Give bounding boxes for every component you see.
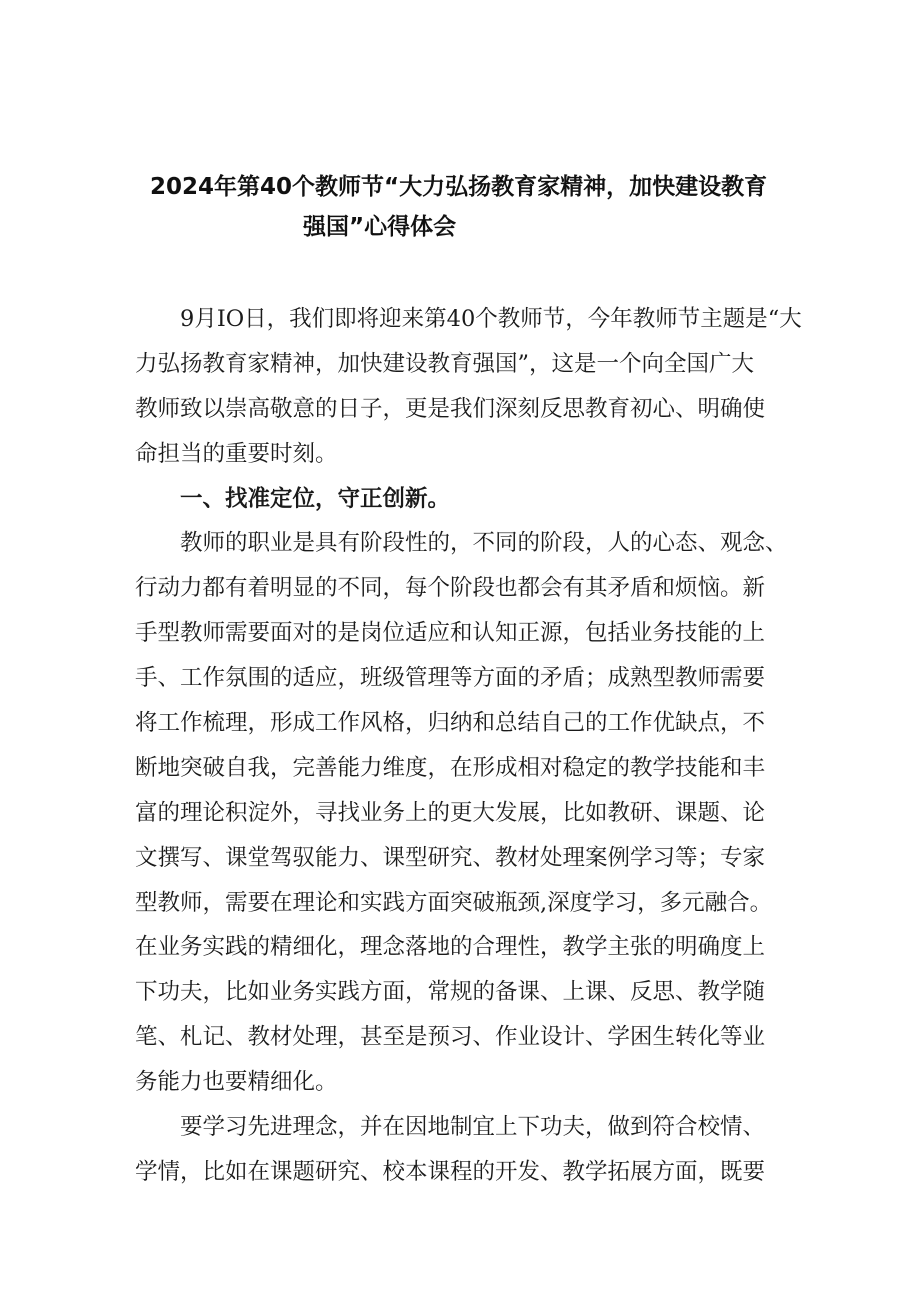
text-line: 命担当的重要时刻。 [135, 440, 338, 467]
text-line: 断地突破自我，完善能力维度，在形成相对稳定的教学技能和丰 [135, 754, 766, 781]
text-line: 富的理论积淀外，寻找业务上的更大发展，比如教研、课题、论 [135, 799, 766, 826]
title-line-2: 强国”心得体会 [303, 214, 457, 240]
text-line: 下功夫，比如业务实践方面，常规的备课、上课、反思、教学随 [135, 979, 766, 1006]
text-line: 教师致以崇高敬意的日子，更是我们深刻反思教育初心、明确使 [135, 395, 766, 422]
section-heading: 一、找准定位，守正创新。 [180, 485, 451, 512]
text-line: 教师的职业是具有阶段性的，不同的阶段，人的心态、观念、 [180, 530, 788, 557]
text-line: 学情，比如在课题研究、校本课程的开发、教学拓展方面，既要 [135, 1158, 766, 1185]
text-line: 笔、札记、教材处理，甚至是预习、作业设计、学困生转化等业 [135, 1024, 766, 1051]
text-line: 务能力也要精细化。 [135, 1069, 338, 1096]
text-line: 将工作梳理，形成工作风格，归纳和总结自己的工作优缺点，不 [135, 710, 766, 737]
text-line: 行动力都有着明显的不同，每个阶段也都会有其矛盾和烦恼。新 [135, 575, 766, 602]
document-title [150, 167, 830, 247]
document-body [135, 297, 802, 1195]
text-line: 在业务实践的精细化，理念落地的合理性，教学主张的明确度上 [135, 934, 766, 961]
text-line: 手、工作氛围的适应，班级管理等方面的矛盾；成熟型教师需要 [135, 665, 766, 692]
text-line: 文撰写、课堂驾驭能力、课型研究、教材处理案例学习等；专家 [135, 844, 766, 871]
text-line: 型教师，需要在理论和实践方面突破瓶颈,深度学习，多元融合。 [135, 889, 773, 916]
text-line: 9月IO日，我们即将迎来第40个教师节，今年教师节主题是“大 [180, 306, 802, 332]
text-line: 力弘扬教育家精神，加快建设教育强国”，这是一个向全国广大 [135, 350, 755, 377]
text-line: 手型教师需要面对的是岗位适应和认知正源，包括业务技能的上 [135, 620, 766, 647]
title-line-1: 2024年第40个教师节“大力弘扬教育家精神，加快建设教育 [150, 174, 768, 200]
text-line: 要学习先进理念，并在因地制宜上下功夫，做到符合校情、 [180, 1114, 766, 1141]
